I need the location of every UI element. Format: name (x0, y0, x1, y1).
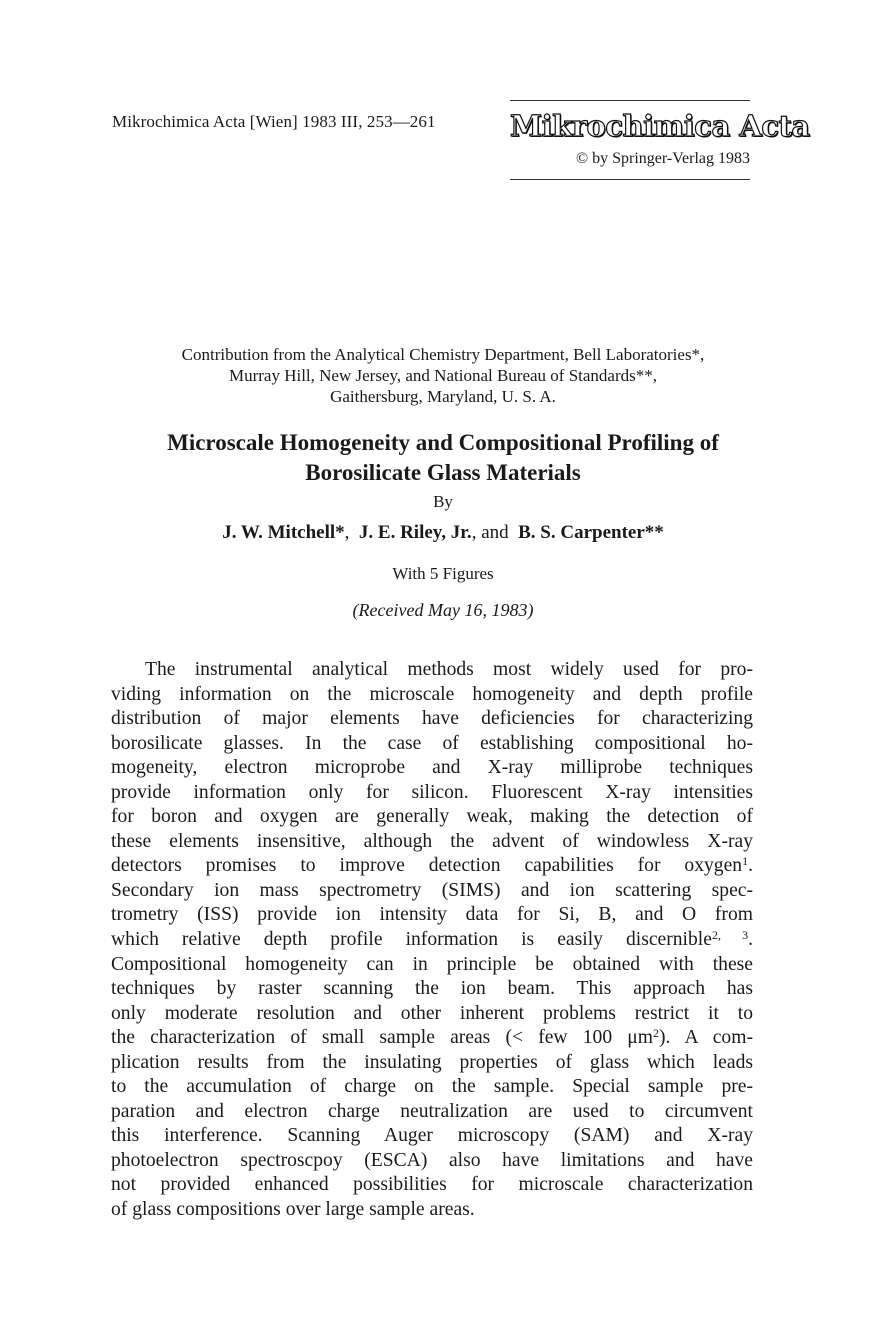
abstract-line: these elements insensitive, although the advent of windowless X-ray (111, 830, 753, 852)
abstract-line: plication results from the insulating properties of glass which leads (111, 1051, 753, 1073)
abstract-line: distribution of major elements have deficiencies for characterizing (111, 708, 753, 730)
title-line: Microscale Homogeneity and Compositional Profiling of (167, 430, 719, 455)
abstract-line (111, 928, 753, 953)
abstract-paragraph (111, 658, 753, 1223)
citation-superscript: 1 (742, 854, 749, 869)
abstract-line: only moderate resolution and other inherent problems restrict it to (111, 1002, 753, 1024)
affiliation-block (100, 344, 786, 407)
author-separator: , and (471, 522, 509, 543)
received-date: (Received May 16, 1983) (352, 600, 534, 620)
author-name: J. E. Riley, Jr. (358, 522, 472, 543)
affiliation-line: Contribution from the Analytical Chemistry Department, Bell Laboratories*, (181, 345, 705, 364)
abstract-line: The instrumental analytical methods most widely used for pro- (145, 659, 753, 680)
author-list (100, 522, 786, 544)
abstract-text: the characterization of small sample areas (< few 100 μm (111, 1027, 654, 1049)
abstract-line: techniques by raster scanning the ion beam. This approach has (111, 978, 753, 1000)
affiliation-line: Murray Hill, New Jersey, and National Bureau of Standards**, (228, 366, 658, 385)
abstract-text: detectors promises to improve detection capabilities for oxygen (111, 855, 743, 877)
journal-logo: Mikrochimica Acta (510, 109, 810, 143)
paper-title (100, 428, 786, 488)
affiliation-line: Gaithersburg, Maryland, U. S. A. (330, 387, 556, 406)
figures-note: With 5 Figures (392, 564, 494, 583)
abstract-line: borosilicate glasses. In the case of establishing compositional ho- (111, 732, 753, 754)
abstract-line: Compositional homogeneity can in principle be obtained with these (111, 953, 753, 975)
copyright-notice: © by Springer-Verlag 1983 (575, 150, 750, 167)
abstract-line: paration and electron charge neutralization are used to circumvent (111, 1100, 753, 1122)
abstract-line: provide information only for silicon. Fluorescent X-ray intensities (111, 781, 753, 803)
abstract-line: photoelectron spectroscpoy (ESCA) also have limitations and have (111, 1149, 753, 1171)
author-separator: , (344, 522, 350, 543)
author-name: J. W. Mitchell (222, 522, 336, 543)
abstract-text: . (748, 855, 753, 877)
abstract-line: trometry (ISS) provide ion intensity data for Si, B, and O from (111, 904, 753, 926)
abstract-line: this interference. Scanning Auger microscopy (SAM) and X-ray (111, 1125, 753, 1147)
abstract-line: viding information on the microscale homogeneity and depth profile (111, 683, 753, 705)
masthead-bottom-rule (510, 179, 750, 180)
abstract-line: not provided enhanced possibilities for microscale characterization (111, 1174, 753, 1196)
author-footnote-mark: ** (644, 522, 664, 543)
abstract-text: ). A com- (659, 1027, 753, 1049)
abstract-text: which relative depth profile information is easily discernible (111, 929, 712, 951)
abstract-text: . (748, 929, 754, 951)
abstract-line: of glass compositions over large sample areas. (111, 1199, 475, 1221)
abstract-line: mogeneity, electron microprobe and X-ray milliprobe techniques (111, 757, 753, 779)
author-footnote-mark: * (335, 522, 345, 543)
abstract-line (111, 854, 753, 879)
masthead-top-rule (510, 100, 750, 101)
citation-superscript: 2, 3 (711, 928, 749, 943)
by-label: By (433, 492, 453, 511)
journal-masthead (510, 100, 810, 180)
abstract-line: for boron and oxygen are generally weak, making the detection of (111, 806, 753, 828)
unit-superscript: 2 (653, 1026, 660, 1041)
abstract-line: Secondary ion mass spectrometry (SIMS) and ion scattering spec- (111, 879, 753, 901)
abstract-line: to the accumulation of charge on the sample. Special sample pre- (111, 1076, 753, 1098)
title-line: Borosilicate Glass Materials (305, 460, 581, 485)
author-name: B. S. Carpenter (518, 522, 645, 543)
abstract-line (111, 1026, 753, 1051)
journal-reference: Mikrochimica Acta [Wien] 1983 III, 253—261 (112, 112, 436, 131)
